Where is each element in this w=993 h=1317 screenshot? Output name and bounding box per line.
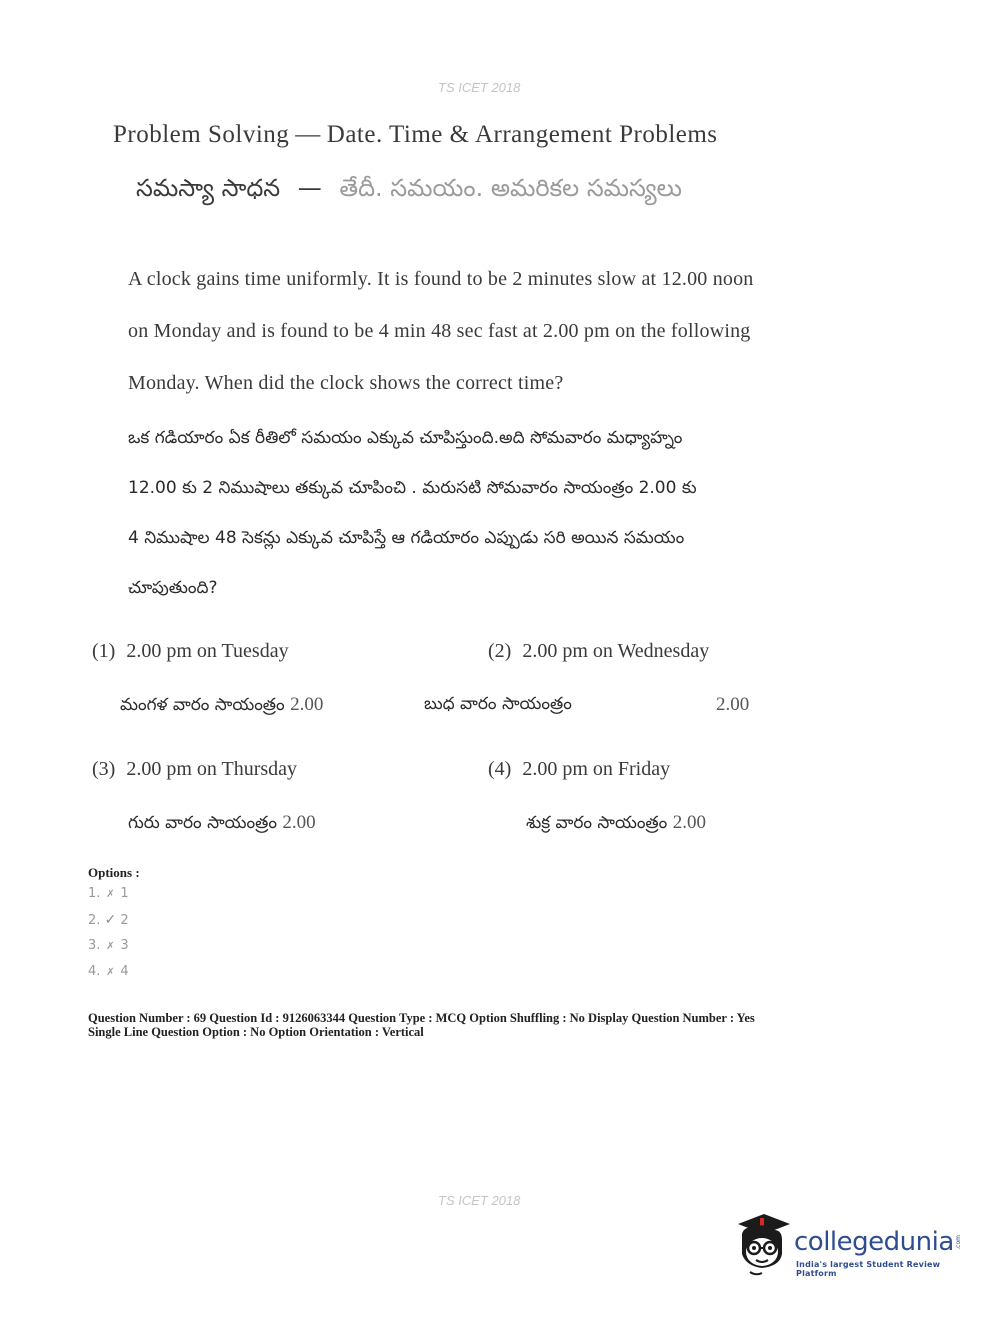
choice-3-telugu <box>128 812 316 837</box>
option-2-index: 2. <box>88 913 101 928</box>
question-meta-line-2: Single Line Question Option : No Option Orientation : Vertical <box>88 1025 424 1039</box>
option-row-4 <box>88 964 129 979</box>
choice-1-telugu <box>120 694 323 719</box>
brand-logo <box>734 1210 964 1280</box>
choice-3-number: (3) <box>92 758 116 780</box>
cross-icon: ✗ <box>106 889 115 900</box>
choice-3-english <box>92 758 297 781</box>
option-3-value: 3 <box>120 938 129 953</box>
heading-telugu-dash: — <box>297 174 322 202</box>
choice-4-time: 2.00 <box>672 812 706 833</box>
choice-4-number: (4) <box>488 758 512 780</box>
choice-4-english <box>488 758 670 781</box>
choice-2-number: (2) <box>488 640 512 662</box>
heading-english-dash: — <box>295 121 321 148</box>
cross-icon: ✗ <box>106 941 115 952</box>
question-telugu-line-4: చూపుతుంది? <box>128 578 218 598</box>
choice-4-text: 2.00 pm on Friday <box>522 758 671 780</box>
choice-3-telugu-text: గురు వారం సాయంత్రం <box>128 813 277 833</box>
brand-suffix: .com <box>954 1234 962 1250</box>
check-icon: ✓ <box>104 912 117 928</box>
option-1-index: 1. <box>88 886 101 901</box>
option-4-value: 4 <box>120 964 129 979</box>
choice-2-telugu: బుధ వారం సాయంత్రం <box>424 694 572 714</box>
question-english-line-3: Monday. When did the clock shows the correct time? <box>128 372 564 394</box>
choice-1-telugu-text: మంగళ వారం సాయంత్రం <box>120 695 285 715</box>
option-4-index: 4. <box>88 964 101 979</box>
choice-3-text: 2.00 pm on Thursday <box>126 758 298 780</box>
heading-english-part1: Problem Solving <box>113 121 290 148</box>
options-label: Options : <box>88 865 140 880</box>
question-meta-line-1: Question Number : 69 Question Id : 9126063344 Question Type : MCQ Option Shuffling : No Display Question Number : Yes <box>88 1011 755 1025</box>
cross-icon: ✗ <box>106 967 115 978</box>
question-telugu-line-2: 12.00 కు 2 నిముషాలు తక్కువ చూపించి . మరుసటి సోమవారం సాయంత్రం 2.00 కు <box>128 478 697 498</box>
heading-english-part2: Date. Time & Arrangement Problems <box>326 121 718 148</box>
choice-1-text: 2.00 pm on Tuesday <box>126 640 289 662</box>
choice-1-number: (1) <box>92 640 116 662</box>
option-2-value: 2 <box>120 913 129 928</box>
brand-wordmark <box>794 1228 962 1256</box>
choice-2-text: 2.00 pm on Wednesday <box>522 640 710 662</box>
choice-1-english <box>92 640 289 663</box>
brand-name: collegedunia <box>794 1227 954 1257</box>
question-telugu-line-1: ఒక గడియారం ఏక రీతిలో సమయం ఎక్కువ చూపిస్తుంది.అది సోమవారం మధ్యాహ్నం <box>128 428 683 448</box>
choice-2-time-wrap <box>716 694 749 716</box>
heading-telugu-part2: తేదీ. సమయం. అమరికల సమస్యలు <box>339 174 682 202</box>
option-row-1 <box>88 886 129 901</box>
question-english-line-2: on Monday and is found to be 4 min 48 sec fast at 2.00 pm on the following <box>128 320 751 342</box>
option-1-value: 1 <box>120 886 129 901</box>
option-3-index: 3. <box>88 938 101 953</box>
choice-2-english <box>488 640 709 663</box>
heading-telugu <box>136 174 682 208</box>
choice-4-telugu-text: శుక్ర వారం సాయంత్రం <box>526 813 668 833</box>
watermark-bottom: TS ICET 2018 <box>438 1193 521 1208</box>
brand-tagline: India's largest Student Review Platform <box>796 1260 941 1278</box>
question-english-line-1: A clock gains time uniformly. It is found to be 2 minutes slow at 12.00 noon <box>128 268 754 290</box>
option-row-2 <box>88 912 129 928</box>
watermark-top: TS ICET 2018 <box>438 80 521 95</box>
choice-4-telugu <box>526 812 706 837</box>
heading-english <box>113 121 718 149</box>
option-row-3 <box>88 938 129 953</box>
question-telugu-line-3: 4 నిముషాల 48 సెకన్లు ఎక్కువ చూపిస్తే ఆ గడియారం ఎప్పుడు సరి అయిన సమయం <box>128 528 685 548</box>
mascot-icon <box>734 1210 792 1278</box>
choice-3-time: 2.00 <box>282 812 316 833</box>
heading-telugu-part1: సమస్యా సాధన <box>136 174 281 202</box>
choice-1-time: 2.00 <box>290 694 324 715</box>
choice-2-time: 2.00 <box>716 694 750 715</box>
